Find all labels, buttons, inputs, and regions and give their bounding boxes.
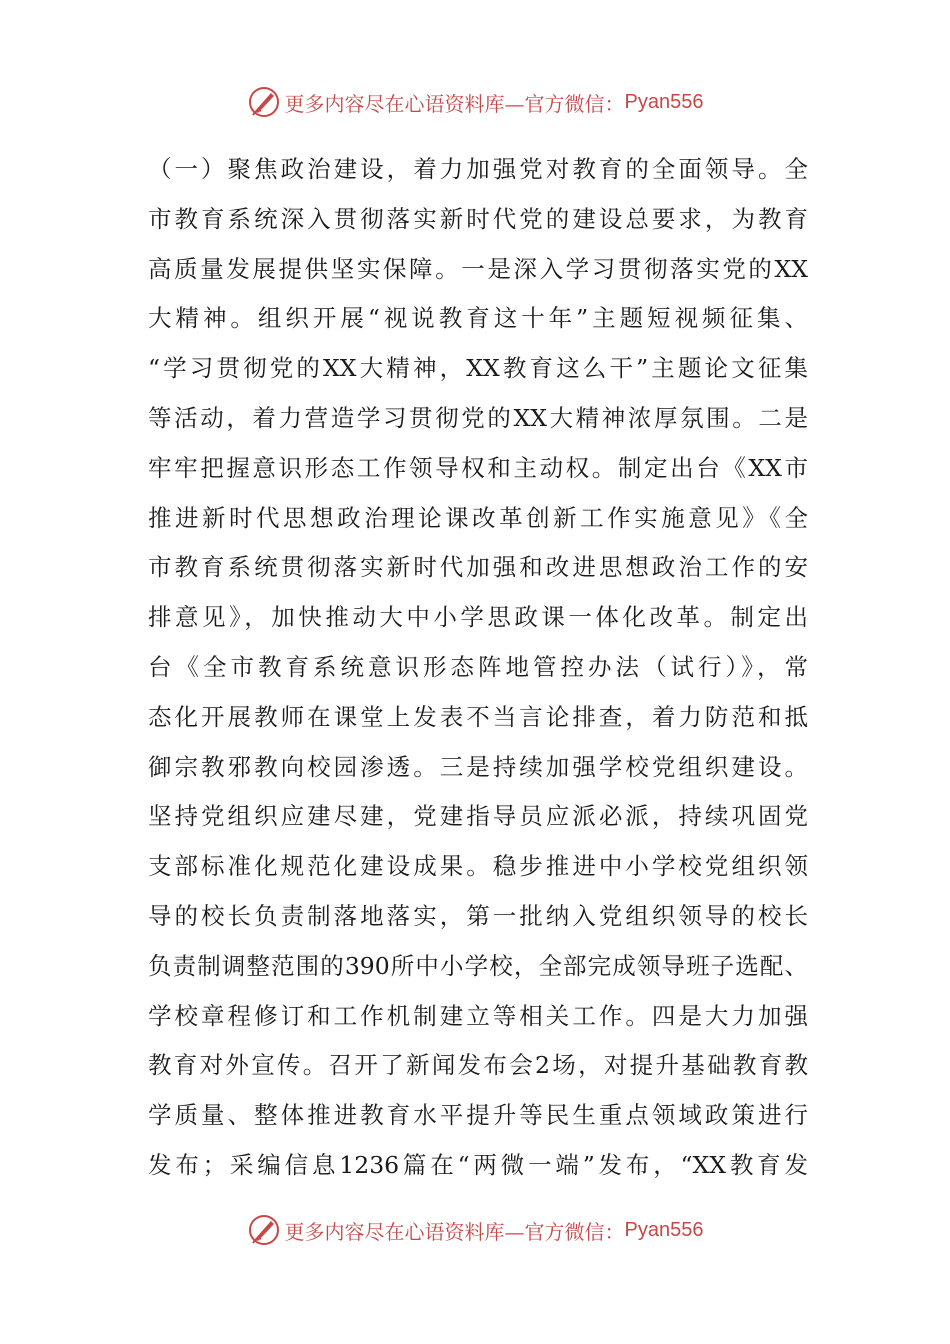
footer-banner: [0, 1210, 950, 1250]
body-line: 高质量发展提供坚实保障。一是深入学习贯彻落实党的XX: [148, 254, 808, 283]
body-line: 牢牢把握意识形态工作领导权和主动权。制定出台《XX市: [148, 453, 808, 482]
body-line: “学习贯彻党的XX大精神，XX教育这么干”主题论文征集: [148, 354, 808, 383]
body-line: （一）聚焦政治建设，着力加强党对教育的全面领导。全: [148, 155, 808, 183]
header-banner: [0, 82, 950, 122]
body-line: 等活动，着力营造学习贯彻党的XX大精神浓厚氛围。二是: [148, 403, 808, 432]
body-line: 教育对外宣传。召开了新闻发布会2场，对提升基础教育教: [148, 1051, 808, 1080]
body-line: 坚持党组织应建尽建，党建指导员应派必派，持续巩固党: [148, 802, 808, 831]
body-line: 台《全市教育系统意识形态阵地管控办法（试行）》，常: [148, 652, 808, 681]
body-line: 御宗教邪教向校园渗透。三是持续加强学校党组织建设。: [148, 752, 808, 781]
document-body: [148, 145, 808, 1191]
body-line: 学校章程修订和工作机制建立等相关工作。四是大力加强: [148, 1001, 808, 1030]
footer-wechat-id: Pyan556: [624, 1218, 704, 1241]
body-line: 支部标准化规范化建设成果。稳步推进中小学校党组织领: [148, 852, 808, 881]
header-brand-text: 更多内容尽在心语资料库—官方微信：: [284, 91, 625, 116]
header-wechat-id: Pyan556: [624, 90, 704, 113]
body-line: 负责制调整范围的390所中小学校，全部完成领导班子选配、: [148, 951, 808, 980]
body-line: 发布；采编信息1236篇在“两微一端”发布，“XX教育发: [148, 1150, 808, 1179]
footer-brand-text: 更多内容尽在心语资料库—官方微信：: [284, 1219, 625, 1244]
quill-pen-icon: [247, 1213, 281, 1247]
body-line: 导的校长负责制落地落实，第一批纳入党组织领导的校长: [148, 901, 808, 930]
body-line: 市教育系统贯彻落实新时代加强和改进思想政治工作的安: [148, 553, 808, 582]
body-line: 市教育系统深入贯彻落实新时代党的建设总要求，为教育: [148, 204, 808, 233]
body-line: 态化开展教师在课堂上发表不当言论排查，着力防范和抵: [148, 702, 808, 731]
body-line: 排意见》，加快推动大中小学思政课一体化改革。制定出: [148, 603, 808, 632]
body-line: 大精神。组织开展“视说教育这十年”主题短视频征集、: [148, 304, 808, 333]
quill-pen-icon: [247, 85, 281, 119]
body-line: 学质量、整体推进教育水平提升等民生重点领域政策进行: [148, 1101, 808, 1130]
body-line: 推进新时代思想政治理论课改革创新工作实施意见》《全: [148, 503, 808, 532]
